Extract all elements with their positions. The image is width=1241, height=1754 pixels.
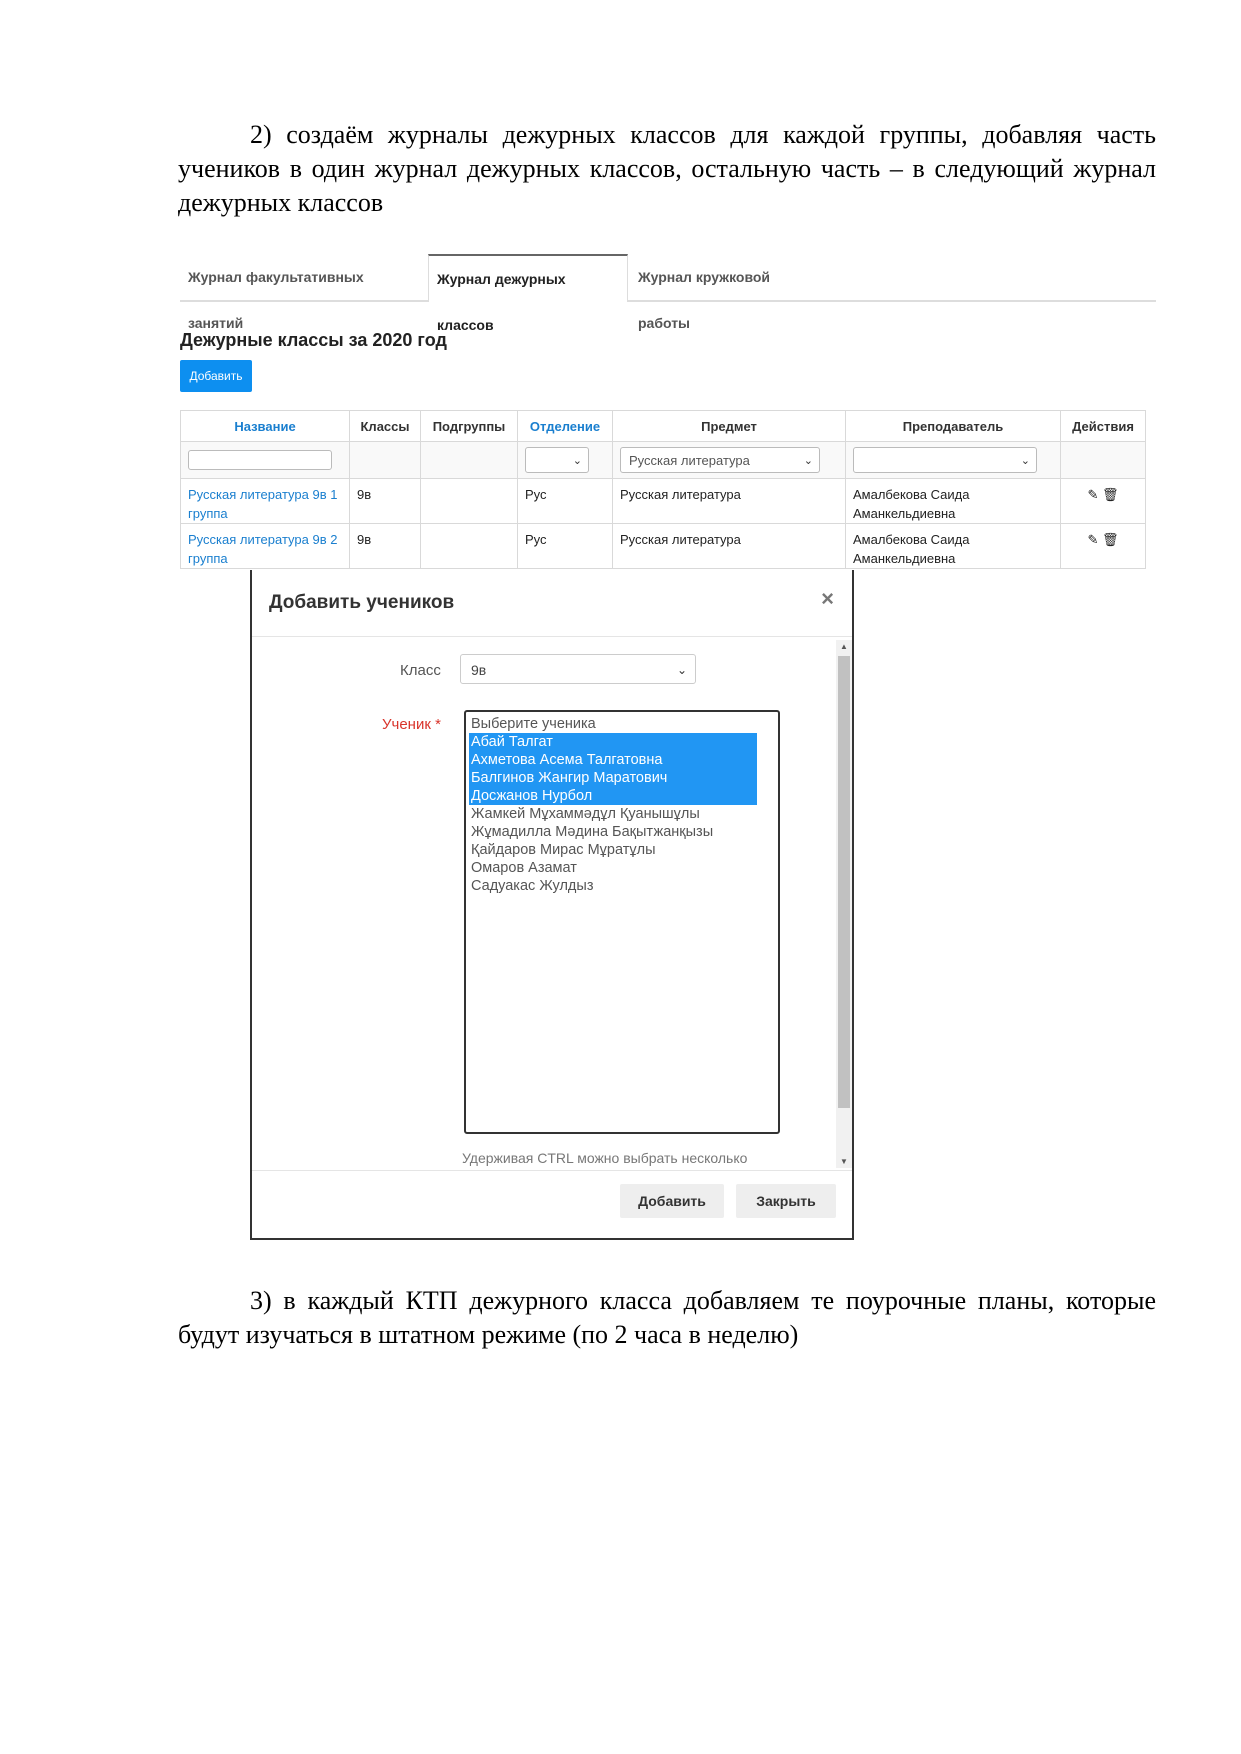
close-modal-button[interactable]: Закрыть: [736, 1184, 836, 1218]
student-option[interactable]: Садуакас Жулдыз: [471, 878, 594, 894]
student-option[interactable]: Қайдаров Мирас Мұратұлы: [471, 842, 656, 858]
student-option[interactable]: Выберите ученика: [471, 716, 596, 732]
class-select[interactable]: 9в ⌄: [460, 654, 696, 684]
section-title: Дежурные классы за 2020 год: [180, 330, 447, 350]
column-header-teacher: Преподаватель: [846, 411, 1061, 442]
chevron-down-icon: ⌄: [803, 455, 813, 467]
table-header-row: [181, 411, 1146, 442]
cell-classes: 9в: [350, 524, 421, 569]
tab-duty-classes-journal[interactable]: Журнал дежурных классов: [428, 254, 628, 302]
row-actions: [1061, 479, 1146, 524]
department-filter-select[interactable]: [525, 447, 589, 473]
student-option[interactable]: Досжанов Нурбол: [469, 787, 757, 805]
table-row: [181, 524, 1146, 569]
subject-filter-select[interactable]: Русская литература ⌄: [620, 447, 820, 473]
cell-department: Рус: [518, 524, 613, 569]
edit-delete-icons[interactable]: ✎ 🗑: [1087, 532, 1119, 547]
student-option[interactable]: Жамкей Мұхаммәдұл Қуанышұлы: [471, 806, 700, 822]
add-journal-button[interactable]: Добавить: [180, 360, 252, 392]
modal-scrollbar[interactable]: [836, 640, 852, 1168]
column-header-actions: Действия: [1061, 411, 1146, 442]
journal-name-link[interactable]: Русская литература 9в 2 группа: [181, 524, 350, 569]
journal-name-link[interactable]: Русская литература 9в 1 группа: [181, 479, 350, 524]
paragraph-step-3: 3) в каждый КТП дежурного класса добавляем те поурочные планы, которые будут изучаться в штатном режиме (по 2 часа в неделю): [178, 1286, 1156, 1349]
student-option[interactable]: Омаров Азамат: [471, 860, 577, 876]
scrollbar-thumb[interactable]: [838, 656, 850, 1108]
tab-club-journal[interactable]: Журнал кружковой работы: [638, 269, 771, 331]
duty-classes-table: [180, 410, 1146, 569]
cell-teacher: Амалбекова Саида Аманкельдиевна: [846, 479, 1061, 524]
cell-classes: 9в: [350, 479, 421, 524]
chevron-down-icon: ⌄: [676, 663, 687, 677]
student-multiselect[interactable]: [464, 710, 780, 1134]
scroll-up-icon[interactable]: ▲: [840, 642, 848, 651]
student-option[interactable]: Ахметова Асема Талгатовна: [469, 751, 757, 769]
column-header-subgroups: Подгруппы: [421, 411, 518, 442]
column-header-name[interactable]: Название: [181, 411, 350, 442]
cell-subgroups: [421, 524, 518, 569]
student-option[interactable]: Жұмадилла Мәдина Бақытжанқызы: [471, 824, 714, 840]
student-option[interactable]: Абай Талгат: [469, 733, 757, 751]
modal-title: Добавить учеников: [269, 592, 455, 613]
class-label: Класс: [400, 662, 441, 679]
cell-subject: Русская литература: [613, 524, 846, 569]
row-actions: [1061, 524, 1146, 569]
chevron-down-icon: ⌄: [572, 455, 582, 467]
tab-elective-journal[interactable]: Журнал факультативных занятий: [188, 269, 364, 331]
cell-subject: Русская литература: [613, 479, 846, 524]
table-row: [181, 479, 1146, 524]
student-label: Ученик *: [382, 716, 441, 733]
cell-department: Рус: [518, 479, 613, 524]
cell-subgroups: [421, 479, 518, 524]
teacher-filter-select[interactable]: [853, 447, 1037, 473]
column-header-subject: Предмет: [613, 411, 846, 442]
multiselect-hint: Удерживая CTRL можно выбрать несколько: [462, 1150, 748, 1166]
divider: [252, 1170, 852, 1171]
edit-delete-icons[interactable]: ✎ 🗑: [1087, 487, 1119, 502]
student-option[interactable]: Балгинов Жангир Маратович: [469, 769, 757, 787]
add-students-button[interactable]: Добавить: [620, 1184, 724, 1218]
scroll-down-icon[interactable]: ▼: [840, 1157, 848, 1166]
journal-tabs: [180, 254, 1156, 333]
name-filter-input[interactable]: [188, 450, 332, 470]
column-header-department[interactable]: Отделение: [518, 411, 613, 442]
close-icon[interactable]: ×: [821, 586, 834, 611]
divider: [252, 636, 852, 637]
paragraph-step-2: 2) создаём журналы дежурных классов для каждой группы, добавляя часть учеников в один журнал дежурных классов, остальную часть – в следующий журнал дежурных классов: [178, 120, 1156, 217]
chevron-down-icon: ⌄: [1020, 455, 1030, 467]
filter-row: [181, 442, 1146, 479]
cell-teacher: Амалбекова Саида Аманкельдиевна: [846, 524, 1061, 569]
column-header-classes: Классы: [350, 411, 421, 442]
add-students-modal: [250, 570, 854, 1240]
